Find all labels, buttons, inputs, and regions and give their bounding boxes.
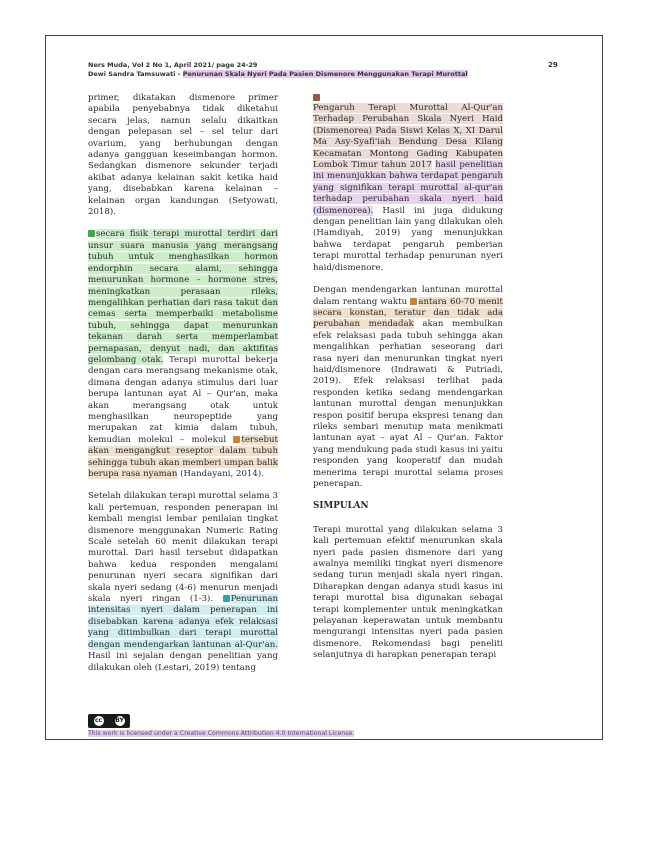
highlighted-text: hasil penelitian ini menunjukkan bahwa terdapat pengaruh yang signifikan terapi murottal al-qur'an terhadap perubahan skala nyeri haid (dismenorea).	[313, 160, 503, 216]
paragraph-text: Hasil ini juga didukung dengan penelitian lain yang dilakukan oleh (Hamdiyah, 2019) yang menunjukkan bahwa terdapat pengaruh pemberian terapi murottal terhadap penurunan nyeri haid/dismenore.	[313, 205, 504, 273]
annotation-marker-icon[interactable]	[223, 595, 230, 602]
paragraph-text: Terapi murottal bekerja dengan cara merangsang mekanisme otak, dimana dengan adanya stimulus dari luar berupa lantunan ayat Al – Qur'an, maka akan merangsang otak untuk menghasilkan neuropeptide yang merupakan zat kimia dalam tubuh, kemudian molekul – molekul	[88, 354, 278, 445]
paragraph-text: Setelah dilakukan terapi murottal selama 3 kali pertemuan, responden penerapan ini kembali mengisi lembar penilaian tingkat dismenore menggunakan Numeric Rating Scale setelah 60 menit dilakukan terapi murottal. Dari hasil tersebut didapatkan bahwa kedua responden mengalami penurunan nyeri secara signifikan dari skala nyeri sedang (4-6) menurun menjadi skala nyeri ringan (1-3).	[88, 491, 278, 605]
section-heading: SIMPULAN	[313, 501, 369, 512]
paragraph: Terapi murottal yang dilakukan selama 3 kali pertemuan efektif menurunkan skala nyeri pada pasien dismenore dari yang awalnya memiliki tingkat nyeri dismenore sedang turun menjadi skala nyeri ringan. Diharapkan dengan adanya studi kasus ini terapi murottal bisa digunakan sebagai terapi komplementer untuk meningkatkan pelayanan keperawatan untuk membantu mengurangi intensitas nyeri pada pasien dismenore. Rekomendasi bagi peneliti selanjutnya di harapkan penerapan terapi	[313, 524, 503, 661]
marker-row	[313, 93, 503, 103]
highlighted-text: antara 60-70 menit secara konstan, teratur dan tidak ada perubahan mendadak	[313, 296, 503, 330]
page-number: 29	[548, 61, 558, 69]
paragraph-text: Hasil ini sejalan dengan penelitian yang dilakukan oleh (Lestari, 2019) tentang	[88, 651, 278, 673]
highlighted-text: Penurunan intensitas nyeri dalam penerapan ini disebabkan karena adanya efek relaksasi yang ditimbulkan dari terapi murottal dengan mendengarkan lantunan al-Qur'an.	[88, 594, 279, 650]
highlighted-text: Pengaruh Terapi Murottal Al-Qur'an Terhadap Perubahan Skala Nyeri Haid (Dismenorea) Pada Siswi Kelas X, XI Darul Ma Asy-Syafi'iah Bendung Desa Kilang Kecamatan Montong Gading Kabupaten Lombok Timur tahun 2017	[313, 103, 503, 171]
highlighted-text: tersebut akan mengangkut reseptor dalam tubuh sehingga tubuh akan memberi umpan balik berupa rasa nyaman	[88, 434, 278, 479]
license-link[interactable]: This work is licensed under a Creative Commons Attribution 4.0 International License.	[88, 730, 355, 737]
left-column	[88, 93, 278, 685]
author-header	[88, 70, 468, 78]
annotation-marker-icon[interactable]	[233, 436, 240, 443]
paragraph	[313, 103, 503, 274]
author-name: Dewi Sandra Tamsuwati -	[88, 70, 183, 78]
right-column	[313, 93, 503, 673]
journal-header	[88, 61, 257, 69]
highlighted-text: secara fisik terapi murottal terdiri dari unsur suara manusia yang merangsang tubuh untuk menghasilkan hormon endorphin secara alami, sehingga menurunkan hormone – hormone stres, meningkatkan perasaan rileks, mengalihkan perhatian dari rasa takut dan cemas serta memperbaiki metabolisme tubuh, sehingga dapat menurunkan tekanan darah serta memperlambat pernapasan, denyut nadi, dan aktifitas gelombang otak.	[88, 229, 278, 365]
article-title: Penurunan Skala Nyeri Pada Pasien Dismenore Menggunakan Terapi Murottal	[182, 70, 468, 78]
annotation-marker-icon[interactable]	[410, 298, 417, 305]
paragraph	[88, 229, 278, 480]
cc-icon: cc	[94, 717, 103, 724]
citation-text: (Handayani, 2014).	[180, 469, 264, 479]
paragraph: primer, dikatakan dismenore primer apabila penyebabnya tidak diketahui secara jelas, namun selalu dikaitkan dengan pelepasan sel – sel telur dari ovarium, yang berhubungan dengan adanya gangguan keseimbangan hormon. Sedangkan dismenore sekunder terjadi akibat adanya kelainan sakit ketika haid yang, disebabkan karena kelainan – kelainan organ kandungan (Setyowati, 2018).	[88, 93, 278, 218]
paragraph	[313, 285, 503, 490]
paragraph-text: Dengan mendengarkan lantunan murottal dalam rentang waktu	[313, 285, 503, 307]
cc-license-badge[interactable]	[88, 714, 130, 728]
annotation-marker-icon[interactable]	[313, 94, 320, 101]
journal-citation: Ners Muda, Vol 2 No 1, April 2021/ page 24-29	[88, 61, 258, 69]
by-icon: BY	[115, 717, 124, 724]
paragraph	[88, 491, 278, 674]
paragraph-text: akan membulkan efek relaksasi pada tubuh sehingga akan mengalihkan perhatian seseorang dari rasa nyeri dan menurunkan tingkat nyeri haid/dismenore (Indrawati & Putriadi, 2019). Efek relaksasi terlihat pada responden ketika sedang mendengarkan lantunan murottal dengan menunjukkan respon positif berupa ekspresi tenang dan rileks sembari menutup mata menikmati lantunan ayat – ayat Al – Qur'an. Faktor yang mendukung pada studi kasus ini yaitu responden yang kooperatif dan mudah menerima terapi murottal selama proses penerapan.	[313, 319, 503, 489]
annotation-marker-icon[interactable]	[88, 230, 95, 237]
